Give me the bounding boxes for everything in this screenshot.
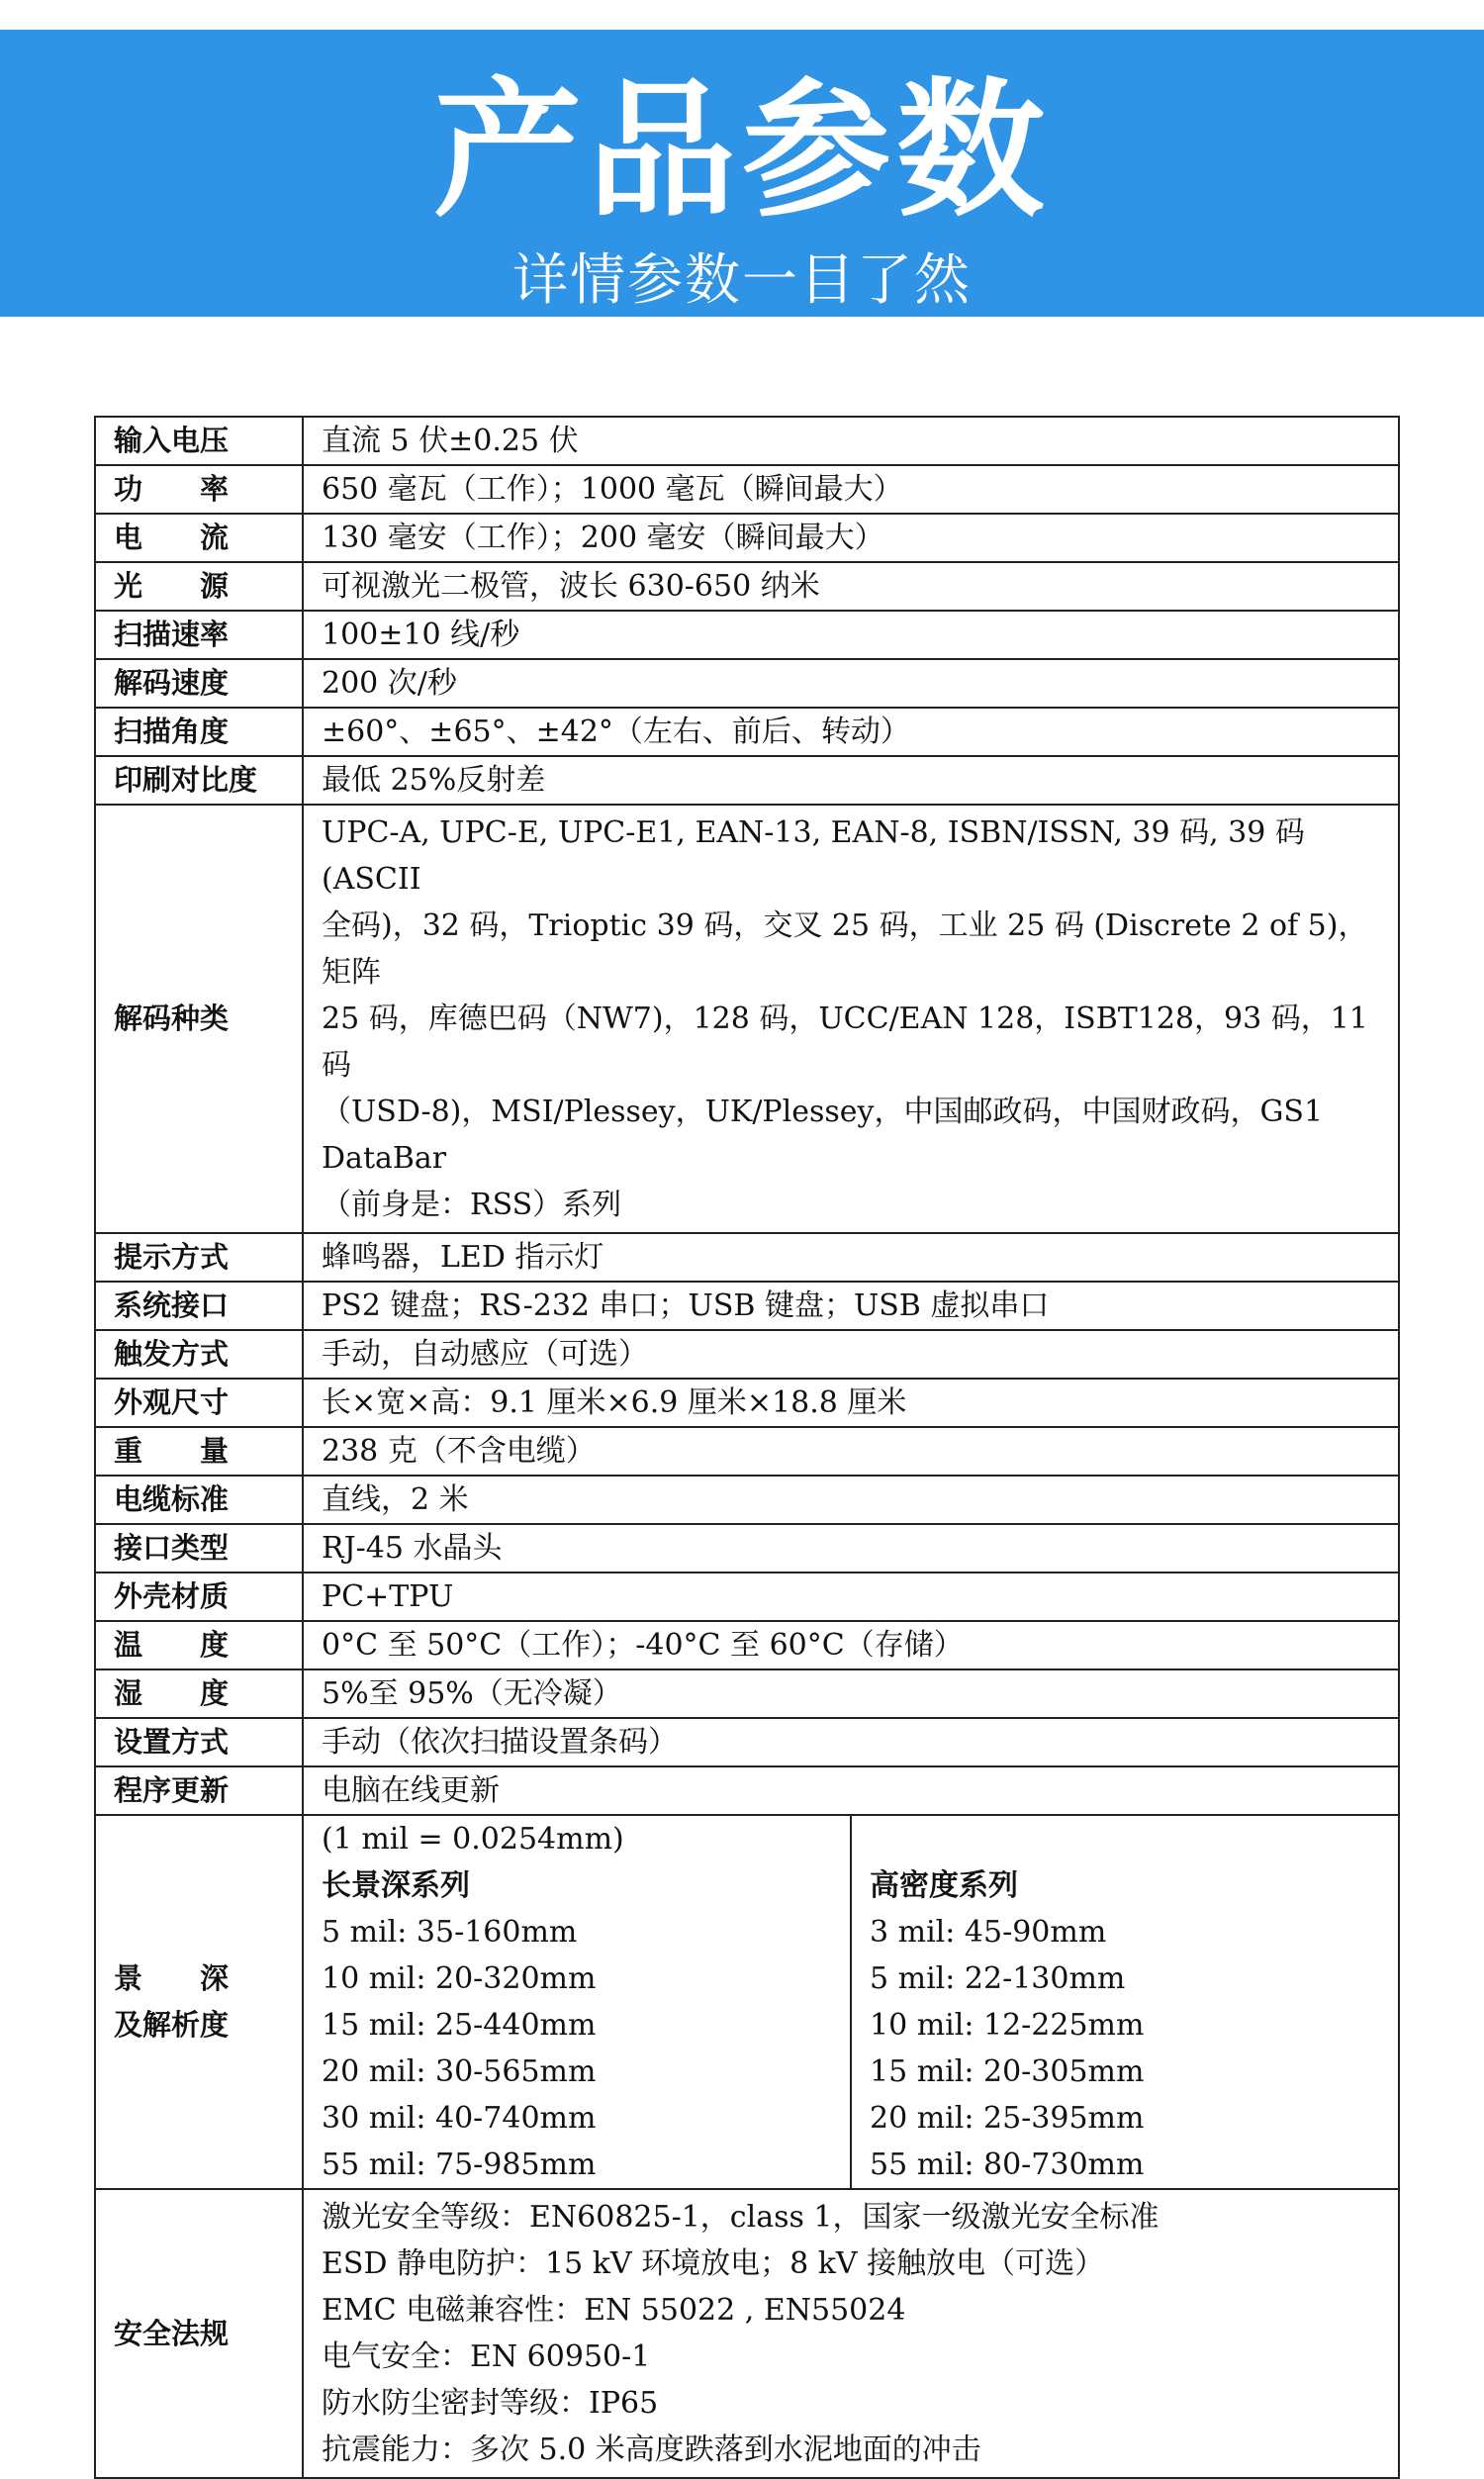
spec-value: 最低 25%反射差 [303,756,1399,805]
spec-label: 重 量 [95,1427,303,1476]
spec-label: 外壳材质 [95,1573,303,1621]
spec-row [95,708,1399,756]
spec-label: 接口类型 [95,1524,303,1573]
spec-row [95,1621,1399,1669]
safety-row [95,2189,1399,2478]
dof-col1-item: 15 mil: 25-440mm [322,2008,597,2043]
safety-line: 电气安全：EN 60950-1 [322,2339,651,2374]
dof-col2-item: 15 mil: 20-305mm [851,2049,1398,2095]
dof-col1-item: 30 mil: 40-740mm [322,2101,597,2136]
decode-line: （USD-8)，MSI/Plessey，UK/Plessey，中国邮政码，中国财政码，GS1 DataBar [322,1095,1324,1176]
spec-label: 程序更新 [95,1766,303,1815]
spec-value: 手动（依次扫描设置条码） [303,1718,1399,1766]
decode-line: 25 码，库德巴码（NW7)，128 码，UCC/EAN 128，ISBT128，93 码，11 码 [322,1001,1368,1083]
decode-line: 全码)，32 码，Trioptic 39 码，交叉 25 码，工业 25 码 (Discrete 2 of 5)，矩阵 [322,908,1368,990]
dof-col1-item: 5 mil: 35-160mm [322,1915,578,1950]
spec-value: 130 毫安（工作）；200 毫安（瞬间最大） [303,514,1399,562]
spec-value: 可视激光二极管，波长 630-650 纳米 [303,562,1399,611]
dof-row [95,1815,1399,2189]
spec-value: 直线，2 米 [303,1476,1399,1524]
dof-col1-item: 55 mil: 75-985mm [322,2147,597,2182]
spec-label: 扫描角度 [95,708,303,756]
dof-col2-head: 高密度系列 [851,1862,1398,1909]
spec-row [95,1718,1399,1766]
spec-label: 扫描速率 [95,611,303,659]
spec-value: 0°C 至 50°C（工作）；-40°C 至 60°C（存储） [303,1621,1399,1669]
spec-value: 5%至 95%（无冷凝） [303,1669,1399,1718]
decode-value [303,805,1399,1233]
safety-value [303,2189,1399,2478]
spec-row [95,1233,1399,1282]
spec-row [95,417,1399,465]
spec-label: 系统接口 [95,1282,303,1330]
spec-row [95,1669,1399,1718]
spec-value: PC+TPU [303,1573,1399,1621]
spec-label: 温 度 [95,1621,303,1669]
spec-row [95,1330,1399,1379]
decode-line: （前身是：RSS）系列 [322,1188,622,1222]
spec-label: 触发方式 [95,1330,303,1379]
dof-label-line: 景 深 [114,1961,230,1995]
spec-label: 电缆标准 [95,1476,303,1524]
safety-line: EMC 电磁兼容性：EN 55022 , EN55024 [322,2293,906,2328]
spec-value: 蜂鸣器，LED 指示灯 [303,1233,1399,1282]
safety-line: 抗震能力：多次 5.0 米高度跌落到水泥地面的冲击 [322,2432,981,2467]
dof-col2-item: 20 mil: 25-395mm [851,2095,1398,2142]
spec-value: 电脑在线更新 [303,1766,1399,1815]
spec-row [95,659,1399,708]
safety-label: 安全法规 [95,2189,303,2478]
spec-row [95,1282,1399,1330]
dof-value [303,1815,1399,2189]
decode-row [95,805,1399,1233]
spec-value: 650 毫瓦（工作）；1000 毫瓦（瞬间最大） [303,465,1399,514]
dof-col1-item: 20 mil: 30-565mm [322,2054,597,2089]
decode-line: UPC-A, UPC-E, UPC-E1, EAN-13, EAN-8, ISBN/ISSN, 39 码, 39 码 (ASCII [322,815,1305,897]
spec-row [95,1427,1399,1476]
dof-col2-item: 5 mil: 22-130mm [851,1955,1398,2002]
spec-label: 电 流 [95,514,303,562]
spec-row [95,1524,1399,1573]
spec-label: 印刷对比度 [95,756,303,805]
spec-value: 直流 5 伏±0.25 伏 [303,417,1399,465]
spec-value: 手动，自动感应（可选） [303,1330,1399,1379]
spec-label: 光 源 [95,562,303,611]
spec-row [95,1766,1399,1815]
spec-row [95,562,1399,611]
spec-value: 238 克（不含电缆） [303,1427,1399,1476]
spec-label: 功 率 [95,465,303,514]
spec-label: 设置方式 [95,1718,303,1766]
decode-label: 解码种类 [95,805,303,1233]
spec-row [95,465,1399,514]
spec-row [95,756,1399,805]
spec-row [95,611,1399,659]
spec-label: 解码速度 [95,659,303,708]
spec-value: RJ-45 水晶头 [303,1524,1399,1573]
spec-label: 湿 度 [95,1669,303,1718]
spec-value: 200 次/秒 [303,659,1399,708]
spec-label: 输入电压 [95,417,303,465]
safety-line: ESD 静电防护：15 kV 环境放电；8 kV 接触放电（可选） [322,2246,1105,2281]
spec-row [95,1476,1399,1524]
dof-col2-item: 10 mil: 12-225mm [851,2002,1398,2049]
spec-row [95,1573,1399,1621]
dof-col1-item: 10 mil: 20-320mm [322,1961,597,1996]
dof-col1-head: 长景深系列 [322,1868,470,1903]
spec-row [95,1379,1399,1427]
dof-col2-item: 55 mil: 80-730mm [851,2142,1398,2188]
spec-value: 100±10 线/秒 [303,611,1399,659]
safety-line: 激光安全等级：EN60825-1，class 1，国家一级激光安全标准 [322,2200,1159,2235]
dof-col2-item: 3 mil: 45-90mm [851,1909,1398,1955]
dof-label [95,1815,303,2189]
spec-label: 外观尺寸 [95,1379,303,1427]
banner-title: 产品参数 [432,65,1051,238]
spec-value: PS2 键盘；RS-232 串口；USB 键盘；USB 虚拟串口 [303,1282,1399,1330]
safety-line: 防水防尘密封等级：IP65 [322,2386,659,2421]
dof-note: (1 mil = 0.0254mm) [322,1822,624,1857]
spec-label: 提示方式 [95,1233,303,1282]
spec-row [95,514,1399,562]
spec-table [94,416,1400,2479]
dof-label-line: 及解析度 [114,2008,230,2042]
spec-value: ±60°、±65°、±42°（左右、前后、转动） [303,708,1399,756]
spec-value: 长×宽×高：9.1 厘米×6.9 厘米×18.8 厘米 [303,1379,1399,1427]
banner-subtitle: 详情参数一目了然 [512,248,972,313]
header-banner [0,30,1484,317]
dof-subtable [304,1816,1398,2188]
